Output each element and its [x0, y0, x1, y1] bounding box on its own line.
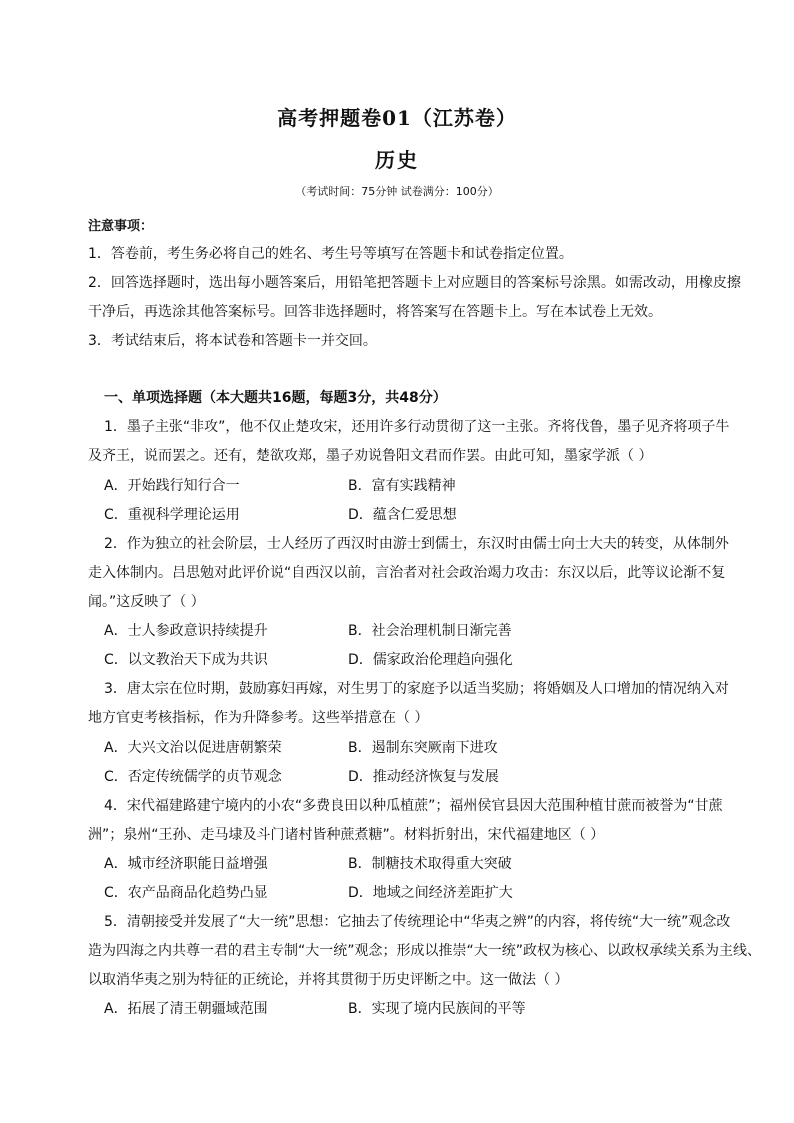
question-3-option-a: A．大兴文治以促进唐朝繁荣	[104, 740, 282, 756]
question-2-option-b: B．社会治理机制日渐完善	[348, 623, 512, 639]
notice-line: 干净后，再选涂其他答案标号。回答非选择题时，将答案写在答题卡上。写在本试卷上无效。	[88, 304, 662, 320]
notice-title: 注意事项：	[88, 219, 154, 234]
exam-meta: （考试时间：75分钟 试卷满分：100分）	[295, 185, 499, 198]
question-3-option-c: C．否定传统儒学的贞节观念	[104, 769, 282, 785]
question-1-line: 1．墨子主张“非攻”，他不仅止楚攻宋，还用许多行动贯彻了这一主张。齐将伐鲁，墨子见齐将项子牛	[104, 419, 730, 435]
question-1-line: 及齐王，说而罢之。还有，楚欲攻郑，墨子劝说鲁阳文君而作罢。由此可知，墨家学派（ ）	[88, 448, 653, 464]
question-4-line: 4．宋代福建路建宁境内的小农“多费良田以种瓜植蔗”；福州侯官县因大范围种植甘蔗而被誉为“甘蔗	[104, 798, 723, 814]
question-4-option-d: D．地域之间经济差距扩大	[348, 885, 513, 901]
question-4-option-c: C．农产品商品化趋势凸显	[104, 885, 268, 901]
notice-line: 1．答卷前，考生务必将自己的姓名、考生号等填写在答题卡和试卷指定位置。	[88, 246, 573, 262]
question-3-line: 地方官吏考核指标，作为升降参考。这些举措意在（ ）	[88, 710, 429, 726]
section-title: 一、单项选择题（本大题共16题，每题3分，共48分）	[104, 390, 447, 406]
question-5-option-a: A．拓展了清王朝疆域范围	[104, 1001, 268, 1017]
question-2-option-d: D．儒家政治伦理趋向强化	[348, 652, 513, 668]
question-4-line: 洲”；泉州“王孙、走马埭及斗门诸村皆种蔗煮糖”。材料折射出，宋代福建地区（ ）	[88, 827, 605, 843]
question-2-line: 走入体制内。吕思勉对此评价说“自西汉以前，言治者对社会政治竭力攻击：东汉以后，此等议论渐不复	[88, 565, 726, 581]
question-5-option-b: B．实现了境内民族间的平等	[348, 1001, 526, 1017]
question-5-line: 造为四海之内共尊一君的君主专制“大一统”观念；形成以推崇“大一统”政权为核心、以政权承续关系为主线、	[88, 943, 762, 959]
notice-line: 2．回答选择题时，选出每小题答案后，用铅笔把答题卡上对应题目的答案标号涂黑。如需改动，用橡皮擦	[88, 275, 741, 291]
question-5-line: 5．清朝接受并发展了“大一统”思想：它抽去了传统理论中“华夷之辨”的内容，将传统“大一统”观念改	[104, 914, 731, 930]
question-4-option-a: A．城市经济职能日益增强	[104, 856, 268, 872]
question-1-option-c: C．重视科学理论运用	[104, 507, 240, 523]
question-3-line: 3．唐太宗在位时期，鼓励寡妇再嫁，对生男丁的家庭予以适当奖励；将婚姻及人口增加的情况纳入对	[104, 681, 729, 697]
question-3-option-d: D．推动经济恢复与发展	[348, 769, 499, 785]
question-4-option-b: B．制糖技术取得重大突破	[348, 856, 512, 872]
question-2-line: 闻。”这反映了（ ）	[88, 594, 205, 610]
question-5-line: 以取消华夷之别为特征的正统论，并将其贯彻于历史评断之中。这一做法（ ）	[88, 972, 569, 988]
exam-title: 高考押题卷01（江苏卷）	[277, 106, 517, 130]
question-1-option-b: B．富有实践精神	[348, 478, 456, 494]
question-3-option-b: B．遏制东突厥南下进攻	[348, 740, 498, 756]
question-1-option-d: D．蕴含仁爱思想	[348, 507, 457, 523]
notice-line: 3．考试结束后，将本试卷和答题卡一并交回。	[88, 333, 377, 349]
exam-subject: 历史	[375, 148, 419, 172]
question-2-option-a: A．士人参政意识持续提升	[104, 623, 268, 639]
question-2-line: 2．作为独立的社会阶层，士人经历了西汉时由游士到儒士，东汉时由儒士向士大夫的转变，从体制外	[104, 536, 729, 552]
question-1-option-a: A．开始践行知行合一	[104, 478, 240, 494]
question-2-option-c: C．以文教治天下成为共识	[104, 652, 268, 668]
